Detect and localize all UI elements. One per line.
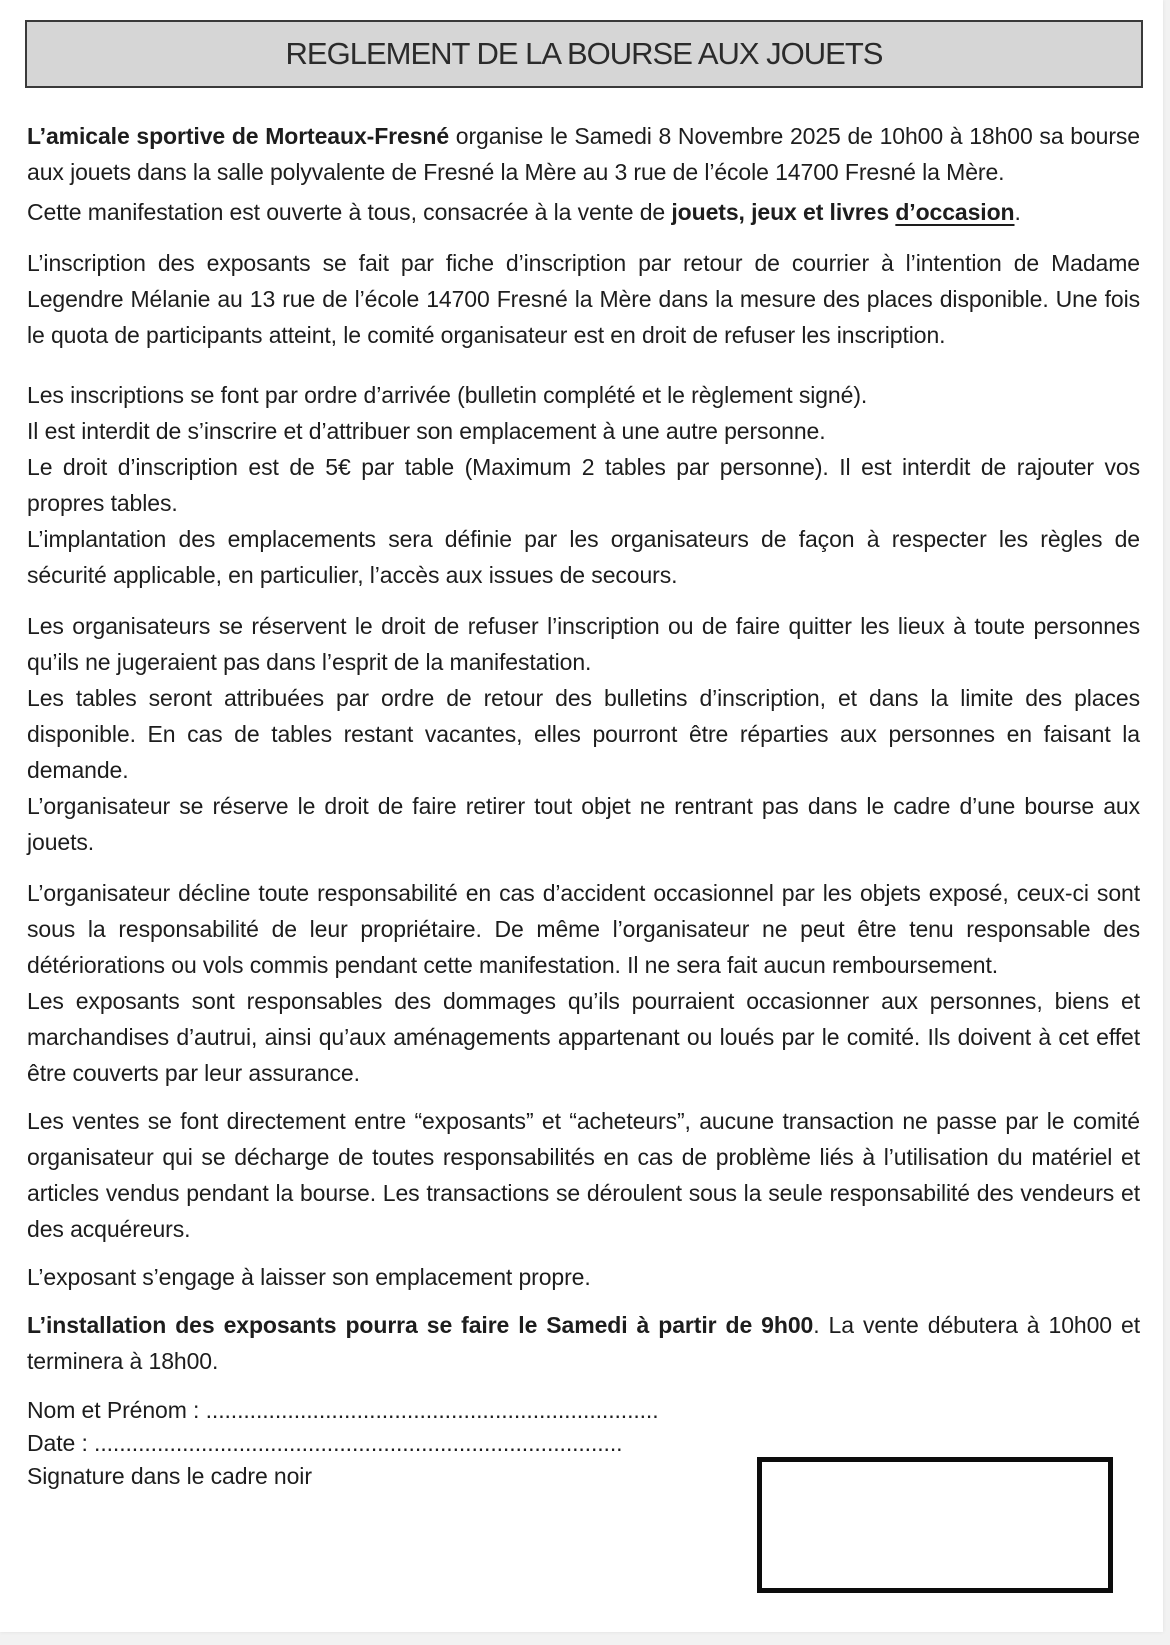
document-title: REGLEMENT DE LA BOURSE AUX JOUETS: [285, 36, 883, 71]
text-run: L’exposant s’engage à laisser son emplacement propre.: [27, 1264, 591, 1290]
paragraph-nom-prenom-ligne: [27, 1394, 1140, 1427]
text-run: L’organisateur se réserve le droit de faire retirer tout objet ne rentrant pas dans le cadre d’une bourse aux jouets.: [27, 793, 1140, 855]
text-run: jouets, jeux et livres: [671, 199, 896, 225]
text-run: Les tables seront attribuées par ordre de retour des bulletins d’inscription, et dans la limite des places disponible. En cas de tables restant vacantes, elles pourront être réparties aux personnes en faisant la demande.: [27, 685, 1140, 783]
text-run: Les exposants sont responsables des dommages qu’ils pourraient occasionner aux personnes, biens et marchandises d’autrui, ainsi qu’aux aménagements appartenant ou loués par le comité. Ils doivent à cet effet être couverts par leur assurance.: [27, 988, 1140, 1086]
paragraph-decline-responsabilite: [27, 875, 1140, 983]
paragraph-ordre-arrivee: [27, 377, 1140, 413]
text-run: L’installation des exposants pourra se faire le Samedi à partir de 9h00: [27, 1312, 814, 1338]
text-run: L’inscription des exposants se fait par fiche d’inscription par retour de courrier à l’intention de Madame Legendre Mélanie au 13 rue de l’école 14700 Fresné la Mère dans la mesure des places disponible. Une fois le quota de participants atteint, le comité organisateur est en droit de refuser les inscription.: [27, 250, 1140, 348]
text-run: .: [1014, 199, 1021, 225]
paragraph-installation-horaires: [27, 1307, 1140, 1379]
paragraph-date-ligne: [27, 1427, 1140, 1460]
text-run: Nom et Prénom : ........................................................................: [27, 1397, 659, 1423]
paragraph-manifestation-ouverte: [27, 194, 1140, 230]
signature-frame: [757, 1457, 1113, 1593]
text-run: L’organisateur décline toute responsabilité en cas d’accident occasionnel par les objets exposé, ceux-ci sont sous la responsabilité de leur propriétaire. De même l’organisateur ne peut être tenu responsable des détériorations ou vols commis pendant cette manifestation. Il ne sera fait aucun remboursement.: [27, 880, 1140, 978]
text-run: Les inscriptions se font par ordre d’arrivée (bulletin complété et le règlement signé).: [27, 382, 868, 408]
text-run: Date : ....................................................................................: [27, 1430, 623, 1456]
paragraph-retrait-objets: [27, 788, 1140, 860]
paragraph-droit-inscription: [27, 449, 1140, 521]
text-run: organise le Samedi 8 Novembre 2025 de 10h00 à 18h00 sa bourse aux jouets dans la salle polyvalente de Fresné la Mère au 3 rue de l’école 14700 Fresné la Mère.: [27, 123, 1140, 185]
paragraph-intro-organisation: [27, 118, 1140, 190]
text-run: Signature dans le cadre noir: [27, 1463, 312, 1489]
paragraph-interdiction-attribution: [27, 413, 1140, 449]
text-run: Le droit d’inscription est de 5€ par table (Maximum 2 tables par personne). Il est interdit de rajouter vos propres tables.: [27, 454, 1140, 516]
document-title-box: [25, 20, 1143, 88]
paragraph-attribution-tables: [27, 680, 1140, 788]
text-run: Cette manifestation est ouverte à tous, consacrée à la vente de: [27, 199, 672, 225]
text-run: Les ventes se font directement entre “exposants” et “acheteurs”, aucune transaction ne passe par le comité organisateur qui se décharge de toutes responsabilités en cas de problème liés à l’utilisation du matériel et articles vendus pendant la bourse. Les transactions se déroulent sous la seule responsabilité des vendeurs et des acquéreurs.: [27, 1108, 1140, 1242]
text-run: Les organisateurs se réservent le droit de refuser l’inscription ou de faire quitter les lieux à toute personnes qu’ils ne jugeraient pas dans l’esprit de la manifestation.: [27, 613, 1140, 675]
paragraph-ventes-directes: [27, 1103, 1140, 1247]
text-run: Il est interdit de s’inscrire et d’attribuer son emplacement à une autre personne.: [27, 418, 826, 444]
paragraph-implantation-emplacements: [27, 521, 1140, 593]
paragraph-responsabilite-exposants: [27, 983, 1140, 1091]
paragraph-inscription-courrier: [27, 245, 1140, 353]
text-run: L’amicale sportive de Morteaux-Fresné: [27, 123, 450, 149]
text-run: L’implantation des emplacements sera définie par les organisateurs de façon à respecter les règles de sécurité applicable, en particulier, l’accès aux issues de secours.: [27, 526, 1140, 588]
text-run: . La vente débutera à 10h00 et terminera à 18h00.: [27, 1312, 1140, 1374]
paragraph-emplacement-propre: [27, 1259, 1140, 1295]
text-run: d’occasion: [895, 199, 1015, 225]
paragraph-droit-refus: [27, 608, 1140, 680]
document-body: [0, 88, 1163, 1493]
